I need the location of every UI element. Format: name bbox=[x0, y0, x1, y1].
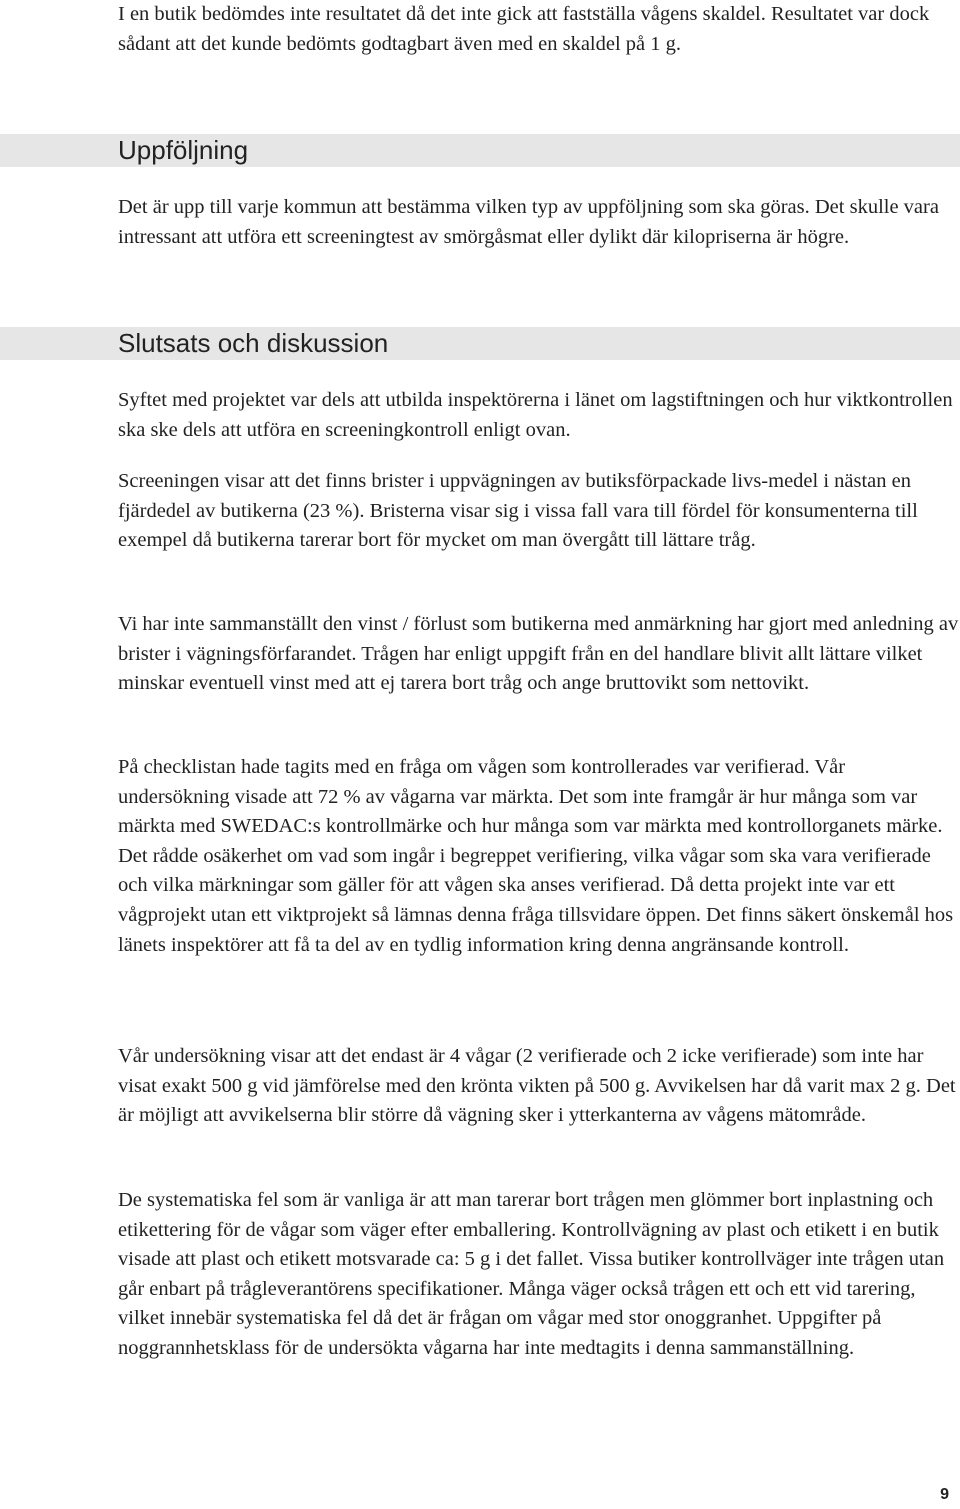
heading-conclusion: Slutsats och diskussion bbox=[118, 328, 389, 358]
page-number: 9 bbox=[940, 1486, 949, 1503]
intro-paragraph: I en butik bedömdes inte resultatet då det inte gick att fastställa vågens skaldel. Resultatet var dock sådant att det kunde bedömts godtagbart även med en skaldel på 1 g. bbox=[118, 3, 930, 55]
heading-followup: Uppföljning bbox=[118, 135, 249, 165]
conclusion-paragraph-2: Screeningen visar att det finns brister i uppvägningen av butiksförpackade livs-medel i nästan en fjärdedel av butikerna (23 %). Bristerna visar sig i vissa fall vara till fördel för konsumenterna till exempel då butikerna tarerar bort för mycket om man övergått till lättare tråg. bbox=[118, 470, 918, 552]
followup-paragraph: Det är upp till varje kommun att bestämma vilken typ av uppföljning som ska göras. Det skulle vara intressant att utföra ett screeningtest av smörgåsmat eller dylikt där kilopriserna är högre. bbox=[118, 196, 939, 248]
conclusion-paragraph-5: Vår undersökning visar att det endast är 4 vågar (2 verifierade och 2 icke verifierade) som inte har visat exakt 500 g vid jämförelse med den krönta vikten på 500 g. Avvikelsen har då varit max 2 g. Det är möjligt att avvikelserna blir större då vägning sker i ytterkanterna av vågens mätområde. bbox=[118, 1045, 956, 1127]
conclusion-paragraph-3: Vi har inte sammanställt den vinst / förlust som butikerna med anmärkning har gjort med anledning av brister i vägningsförfarandet. Trågen har enligt uppgift från en del handlare blivit allt lättare vilket minskar eventuell vinst med att ej tarera bort tråg och ange bruttovikt som nettovikt. bbox=[118, 613, 959, 695]
conclusion-paragraph-1: Syftet med projektet var dels att utbilda inspektörerna i länet om lagstiftningen och hur viktkontrollen ska ske dels att utföra en screeningkontroll enligt ovan. bbox=[118, 389, 953, 441]
conclusion-paragraph-6: De systematiska fel som är vanliga är att man tarerar bort trågen men glömmer bort inplastning och etikettering för de vågar som väger efter emballering. Kontrollvägning av plast och etikett i en butik visade att plast och etikett motsvarade ca: 5 g i det fallet. Vissa butiker kontrollväger inte trågen utan går enbart på trågleverantörens specifikationer. Många väger också trågen ett och ett vid tarering, vilket innebär systematiska fel då det är frågan om vågar med stor onoggranhet. Uppgifter på noggrannhetsklass för de undersökta vågarna har inte medtagits i denna sammanställning. bbox=[118, 1189, 945, 1359]
conclusion-paragraph-4: På checklistan hade tagits med en fråga om vågen som kontrollerades var verifierad. Vår undersökning visade att 72 % av vågarna var märkta. Det som inte framgår är hur många som var märkta med SWEDAC:s kontrollmärke och hur många som var märkta med kontrollorganets märke. Det rådde osäkerhet om vad som ingår i begreppet verifiering, vilka vågar som ska vara verifierade och vilka märkningar som gäller för att vågen ska anses verifierad. Då detta projekt inte var ett vågprojekt utan ett viktprojekt så lämnas denna fråga tillsvidare öppen. Det finns säkert önskemål hos länets inspektörer att få ta del av en tydlig information kring denna angränsande kontroll. bbox=[118, 756, 954, 956]
